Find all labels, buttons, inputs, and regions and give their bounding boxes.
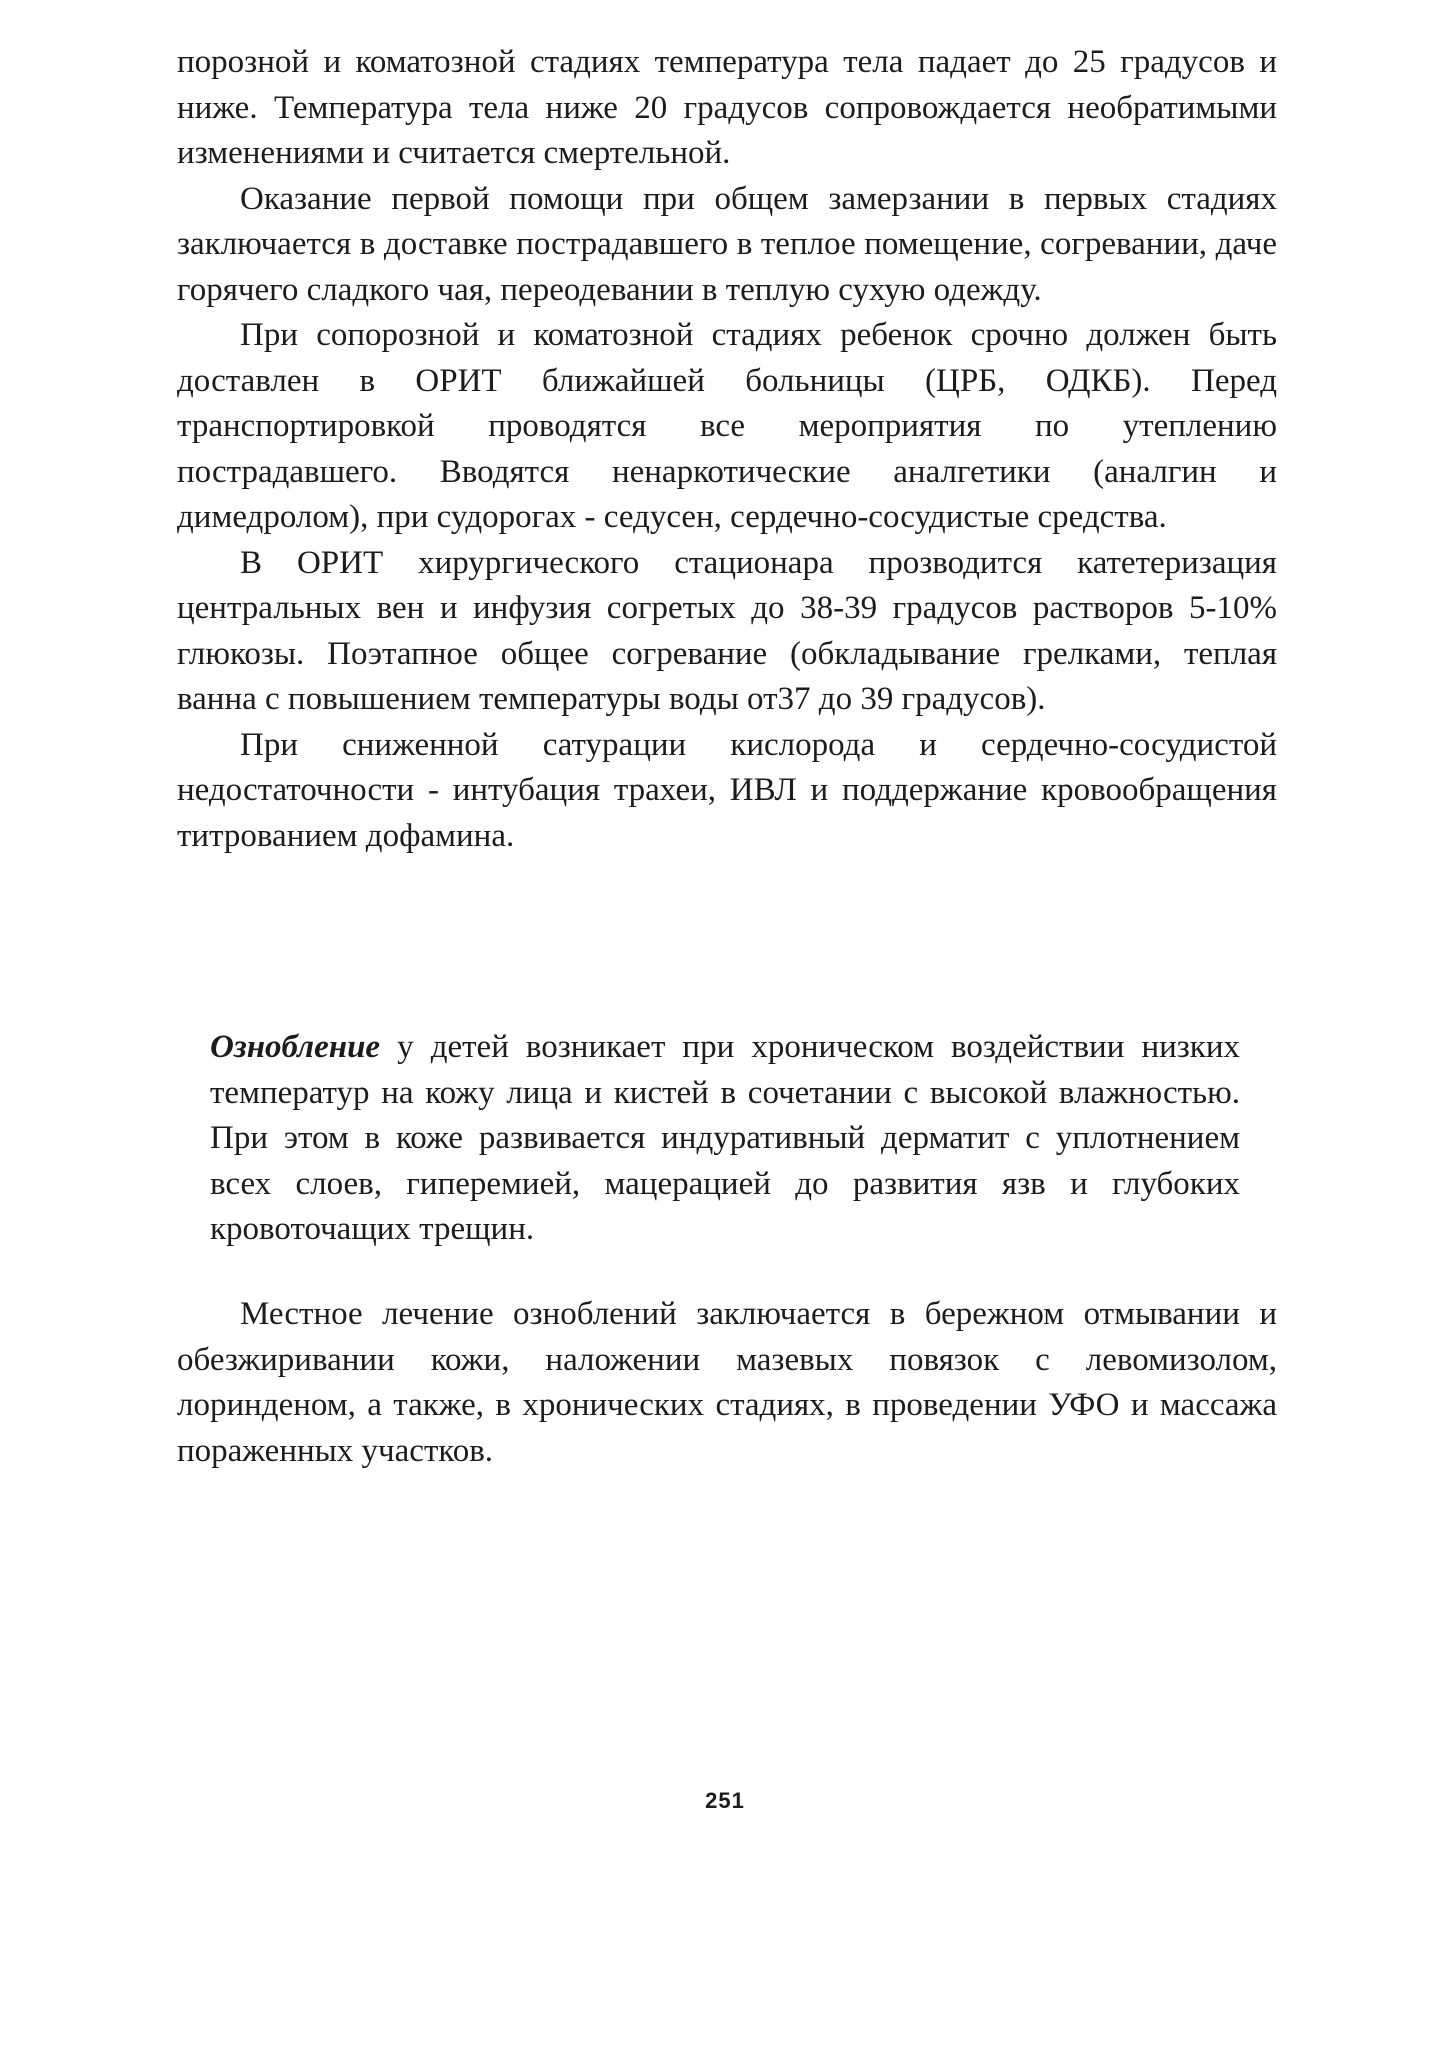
paragraph-frostbite <box>210 1025 1240 1253</box>
frostbite-block <box>210 1025 1240 1253</box>
frostbite-description: у детей возникает при хроническом воздействии низких температур на кожу лица и кистей в сочетании с высокой влажностью. При этом в коже развивается индуративный дерматит с уплотнением всех слоев, гиперемией, мацерацией до развития язв и глубоких кровоточащих трещин. <box>210 1029 1240 1247</box>
frostbite-term: Ознобление <box>210 1029 381 1065</box>
paragraph-continuation: порозной и коматозной стадиях температура тела падает до 25 градусов и ниже. Температура тела ниже 20 градусов сопровождается необратимыми изменениями и считается смертельной. <box>177 44 1277 171</box>
treatment-block <box>177 1292 1277 1474</box>
paragraph-icu: В ОРИТ хирургического стационара прозводится катетеризация центральных вен и инфузия согретых до 38-39 градусов растворов 5-10% глюкозы. Поэтапное общее согревание (обкладывание грелками, теплая ванна с повышением температуры воды от37 до 39 градусов). <box>177 544 1277 717</box>
paragraph-transport: При сопорозной и коматозной стадиях ребенок срочно должен быть доставлен в ОРИТ ближайшей больницы (ЦРБ, ОДКБ). Перед транспортировкой проводятся все мероприятия по утеплению пострадавшего. Вводятся ненаркотические аналгетики (аналгин и димедролом), при судорогах - седусен, сердечно-сосудистые средства. <box>177 317 1277 535</box>
paragraph-first-aid: Оказание первой помощи при общем замерзании в первых стадиях заключается в доставке пострадавшего в теплое помещение, согревании, даче горячего сладкого чая, переодевании в теплую сухую одежду. <box>177 180 1277 308</box>
paragraph-ventilation: При сниженной сатурации кислорода и сердечно-сосудистой недостаточности - интубация трахеи, ИВЛ и поддержание кровообращения титрованием дофамина. <box>177 726 1277 854</box>
paragraph-treatment: Местное лечение озноблений заключается в бережном отмывании и обезжиривании кожи, наложении мазевых повязок с левомизолом, лоринденом, а также, в хронических стадиях, в проведении УФО и массажа пораженных участков. <box>177 1296 1277 1469</box>
main-text-block <box>177 40 1277 859</box>
page-number: 251 <box>705 1788 745 1813</box>
